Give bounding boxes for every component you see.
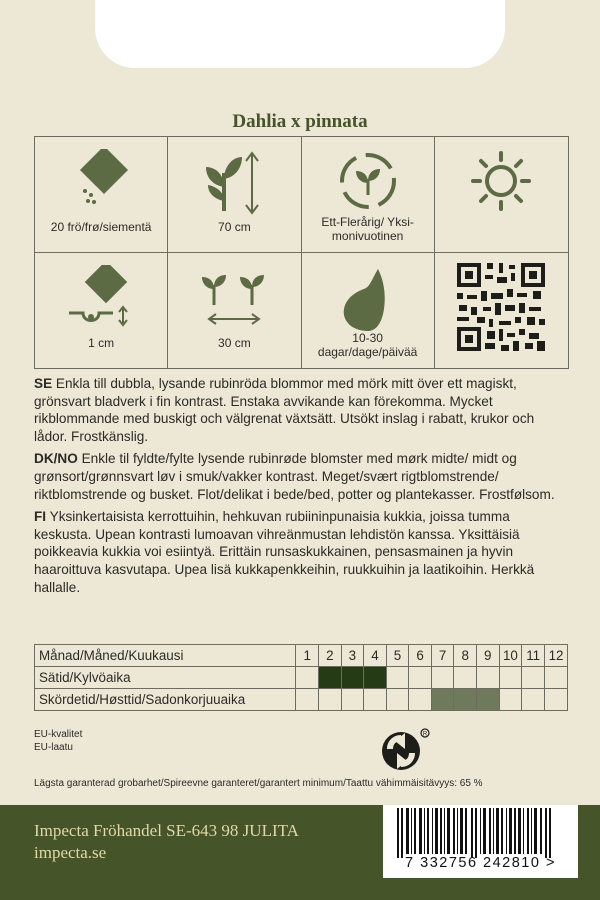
- lang-code-se: SE: [34, 376, 53, 391]
- month-5: 5: [386, 645, 409, 667]
- plant-spacing-icon: [194, 265, 274, 333]
- sowing-row-label: Sätid/Kylvöaika: [35, 667, 296, 689]
- sowing-depth-cell: [35, 253, 168, 369]
- seed-count-cell: [35, 137, 168, 253]
- germination-rate: Lägsta garanterad grobarhet/Spireevne garanteret/garantert minimum/Taattu vähimmäisitävyys: 65 %: [34, 778, 483, 789]
- sow-month-9: [476, 667, 499, 689]
- eu-quality: [34, 728, 82, 754]
- description-fi: [34, 508, 569, 596]
- description-dk-no: [34, 450, 569, 503]
- harvest-row: [35, 689, 568, 711]
- harvest-month-1: [296, 689, 319, 711]
- harvest-month-5: [386, 689, 409, 711]
- sowing-calendar: [34, 644, 568, 711]
- month-9: 9: [476, 645, 499, 667]
- icon-grid: [34, 136, 569, 369]
- spacing-label: 30 cm: [218, 335, 251, 350]
- sow-month-7: [431, 667, 454, 689]
- sow-month-2: [319, 667, 342, 689]
- species-title: Dahlia x pinnata: [232, 111, 368, 132]
- barcode-number: 7 332756 242810 >: [405, 855, 556, 871]
- seed-packet-icon: [61, 149, 141, 217]
- sowing-depth-label: 1 cm: [88, 335, 115, 350]
- harvest-month-11: [522, 689, 545, 711]
- sow-month-1: [296, 667, 319, 689]
- qr-code-icon[interactable]: [455, 261, 547, 353]
- harvest-row-label: Skördetid/Høsttid/Sadonkorjuuaika: [35, 689, 296, 711]
- hanger-cutout: [95, 0, 505, 68]
- sow-month-6: [409, 667, 432, 689]
- company-website[interactable]: impecta.se: [34, 843, 107, 862]
- harvest-month-9: [476, 689, 499, 711]
- sow-month-5: [386, 667, 409, 689]
- harvest-month-12: [545, 689, 568, 711]
- harvest-month-6: [409, 689, 432, 711]
- sow-month-12: [545, 667, 568, 689]
- lifecycle-label: Ett-Flerårig/ Yksi-monivuotinen: [321, 215, 414, 243]
- month-6: 6: [409, 645, 432, 667]
- harvest-month-7: [431, 689, 454, 711]
- month-3: 3: [341, 645, 364, 667]
- company-name: Impecta Fröhandel SE-643 98 JULITA: [34, 821, 299, 840]
- qr-cell: [435, 253, 568, 369]
- eu-quality-se: EU-kvalitet: [34, 729, 83, 740]
- description-se-text: Enkla till dubbla, lysande rubinröda blommor med mörk mitt över ett magiskt, grönsvart bladverk i fin kontrast. Enstaka avvikande kan förekomma. Mycket rikblommande med buskigt och välgrenat växtsätt. Utsökt inslag i rabatt, krukor och lådor. Frostkänslig.: [34, 376, 535, 444]
- description-dk-no-text: Enkle til fyldte/fylte lysende rubinrøde blomster med mørk midte/ midt og grønsort/grønnsvart løv i smuk/vakker kontrast. Meget/svært rigtblomstrende/ riktblomstrende og busket. Flot/delikat i bede/bed, potter og plantekasser. Frostfølsom.: [34, 451, 555, 502]
- sow-month-11: [522, 667, 545, 689]
- month-10: 10: [499, 645, 522, 667]
- harvest-month-3: [341, 689, 364, 711]
- svg-text:R: R: [422, 731, 428, 738]
- month-8: 8: [454, 645, 477, 667]
- month-7: 7: [431, 645, 454, 667]
- lifecycle-cell: [302, 137, 435, 253]
- barcode-bars: [383, 808, 578, 858]
- spacing-cell: [168, 253, 301, 369]
- plant-height-icon: [194, 149, 274, 217]
- lang-code-fi: FI: [34, 509, 47, 525]
- sow-month-10: [499, 667, 522, 689]
- seed-count-label: 20 frö/frø/siementä: [50, 220, 152, 234]
- sun-icon: [461, 149, 541, 217]
- company-info: [34, 820, 299, 864]
- sow-month-8: [454, 667, 477, 689]
- lifecycle-icon: [328, 149, 408, 217]
- harvest-month-10: [499, 689, 522, 711]
- harvest-month-2: [319, 689, 342, 711]
- description-fi-text: Yksinkertaisista kerrottuihin, hehkuvan rubiininpunaisia kukkia, joissa tumma keskusta. Upean kontrasti lumoavan vihreänmustan lehdistön kanssa. Yksittäisiä poikkeavia kukkia voi esiintyä. Erittäin runsaskukkainen, pensasmainen ja hyvin haaroittuva kasvutapa. Upea lisä kukkapenkkeihin, ruukkuihin ja laatikoihin. Herkkä hallalle.: [34, 509, 535, 595]
- description-se: [34, 375, 569, 445]
- sowing-depth-icon: [61, 265, 141, 333]
- germination-label: 10-30 dagar/dage/päivää: [317, 330, 418, 359]
- month-1: 1: [296, 645, 319, 667]
- calendar-header-row: [35, 645, 568, 667]
- sow-month-3: [341, 667, 364, 689]
- lang-code-dk-no: DK/NO: [34, 451, 78, 467]
- month-2: 2: [319, 645, 342, 667]
- height-label: 70 cm: [218, 220, 251, 234]
- harvest-month-4: [364, 689, 387, 711]
- height-cell: [168, 137, 301, 253]
- sow-month-4: [364, 667, 387, 689]
- month-12: 12: [545, 645, 568, 667]
- harvest-month-8: [454, 689, 477, 711]
- sun-cell: [435, 137, 568, 253]
- eu-quality-fi: EU-laatu: [34, 742, 73, 753]
- germination-cell: [302, 253, 435, 369]
- germination-icon: [328, 265, 408, 333]
- green-dot-recycle-icon: [381, 727, 433, 773]
- month-11: 11: [522, 645, 545, 667]
- month-4: 4: [364, 645, 387, 667]
- calendar-header: Månad/Måned/Kuukausi: [35, 645, 296, 667]
- descriptions: [34, 375, 569, 601]
- sowing-row: [35, 667, 568, 689]
